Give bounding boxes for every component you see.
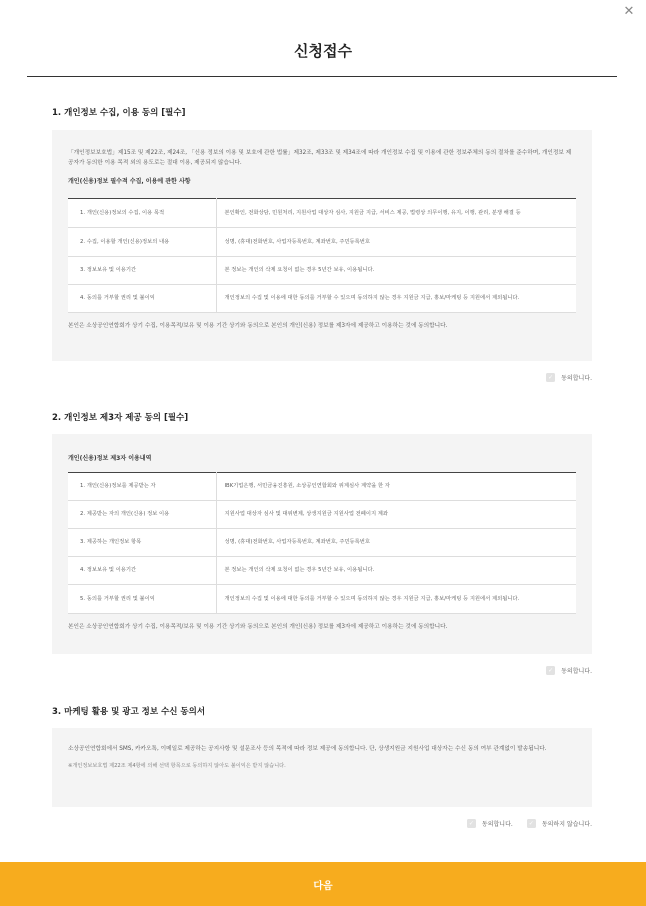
row-value: 성명, (휴대)전화번호, 사업자등록번호, 계좌번호, 주민등록번호 <box>216 228 576 257</box>
section3-title: 3. 마케팅 활용 및 광고 정보 수신 동의서 <box>52 707 206 717</box>
row-key: 1. 개인(신용)정보의 수집, 이용 목적 <box>68 199 216 228</box>
agree-label: 동의합니다. <box>481 821 513 828</box>
row-value: 본 정보는 개인의 삭제 요청이 없는 경우 5년간 보유, 이용됩니다. <box>216 557 576 585</box>
title-divider <box>27 76 617 77</box>
row-value: 본 정보는 개인의 삭제 요청이 없는 경우 5년간 보유, 이용됩니다. <box>216 257 576 285</box>
checkbox-icon: ✓ <box>548 667 554 674</box>
table-row <box>68 199 576 228</box>
row-value: 개인정보의 수집 및 이용에 대한 동의를 거부할 수 있으며 동의하지 않는 경우 지원금 지급, 홍보/마케팅 등 지원에서 제외됩니다. <box>216 285 576 313</box>
table-row <box>68 529 576 557</box>
row-key: 3. 제공하는 개인정보 항목 <box>68 529 216 557</box>
agree-label: 동의합니다. <box>561 375 592 382</box>
row-key: 2. 제공받는 자의 개인(신용) 정보 이용 <box>68 501 216 529</box>
section1-subheading: 개인(신용)정보 필수적 수집, 이용에 관한 사항 <box>68 178 191 185</box>
section3-agree-checkbox[interactable] <box>467 819 513 828</box>
row-value: 개인정보의 수집 및 이용에 대한 동의를 거부할 수 있으며 동의하지 않는 경우 지원금 지급, 홍보/마케팅 등 지원에서 제외됩니다. <box>216 585 576 614</box>
section1-table <box>68 198 576 313</box>
section2-agree-row <box>546 666 592 675</box>
table-row <box>68 228 576 257</box>
disagree-label: 동의하지 않습니다. <box>541 821 592 828</box>
section3-body: 소상공인연합회에서 SMS, 카카오톡, 이메일로 제공하는 공지사항 및 설문조사 등의 목적에 따라 정보 제공에 동의합니다. 단, 상생지원금 지원사업 대상자는 수신 동의 여부 관계없이 발송됩니다. <box>68 746 547 752</box>
section1-footer: 본인은 소상공인연합회가 상기 수집, 이용목적/보유 및 이용 기간 상기와 동의으로 본인의 개인(신용) 정보를 제3자에 제공하고 이용하는 것에 동의합니다. <box>68 323 448 329</box>
table-row <box>68 285 576 313</box>
section1-panel <box>52 130 592 361</box>
section2-footer: 본인은 소상공인연합회가 상기 수집, 이용목적/보유 및 이용 기간 상기와 동의으로 본인의 개인(신용) 정보를 제3자에 제공하고 이용하는 것에 동의합니다. <box>68 624 448 630</box>
section1-title: 1. 개인정보 수집, 이용 동의 [필수] <box>52 108 186 118</box>
close-icon[interactable]: ✕ <box>623 4 635 19</box>
checkbox-icon: ✓ <box>528 820 534 827</box>
table-row <box>68 473 576 501</box>
section3-agree-row <box>467 819 592 828</box>
section1-agree-checkbox[interactable] <box>546 373 592 382</box>
agree-label: 동의합니다. <box>561 668 592 675</box>
checkbox-icon: ✓ <box>468 820 474 827</box>
section3-note: ※개인정보보호법 제22조 제4항에 의해 선택 항목으로 동의하지 않아도 불이익은 받지 않습니다. <box>68 763 286 769</box>
row-key: 1. 개인(신용)정보를 제공받는 자 <box>68 473 216 501</box>
section2-subheading: 개인(신용)정보 제3자 이용내역 <box>68 455 152 462</box>
next-button[interactable]: 다음 <box>0 862 646 906</box>
table-row <box>68 257 576 285</box>
checkbox-icon: ✓ <box>548 374 554 381</box>
section2-agree-checkbox[interactable] <box>546 666 592 675</box>
section1-intro: 「개인정보보호법」제15조 및 제22조, 제24조, 「신용 정보의 이용 및 보호에 관한 법률」제32조, 제33조 및 제34조에 따라 개인정보 수집 및 이용에 관한 정보주체의 동의 절차를 준수하며, 개인정보 제공자가 동의한 이용 목적 외의 용도로는 절대 이용, 제공되지 않습니다. <box>68 150 572 166</box>
section3-panel <box>52 728 592 807</box>
section2-title: 2. 개인정보 제3자 제공 동의 [필수] <box>52 413 189 423</box>
table-row <box>68 557 576 585</box>
row-key: 5. 동의를 거부할 권리 및 불이익 <box>68 585 216 614</box>
row-value: 성명, (휴대)전화번호, 사업자등록번호, 계좌번호, 주민등록번호 <box>216 529 576 557</box>
section2-table <box>68 472 576 614</box>
row-key: 4. 정보보유 및 이용기간 <box>68 557 216 585</box>
section2-panel <box>52 434 592 654</box>
row-key: 4. 동의를 거부할 권리 및 불이익 <box>68 285 216 313</box>
row-value: 지원사업 대상자 심사 및 대위변제, 상생지원금 지원사업 전폐이지 계좌 <box>216 501 576 529</box>
table-row <box>68 585 576 614</box>
section3-disagree-checkbox[interactable] <box>527 819 592 828</box>
row-key: 2. 수집, 이용할 개인(신용)정보의 내용 <box>68 228 216 257</box>
table-row <box>68 501 576 529</box>
row-key: 3. 정보보유 및 이용기간 <box>68 257 216 285</box>
section1-agree-row <box>546 373 592 382</box>
row-value: IBK기업은행, 서민금융진흥원, 소상공인연합회와 위계심사 계약을 한 자 <box>216 473 576 501</box>
modal-title: 신청접수 <box>294 42 352 60</box>
row-value: 본인확인, 전화상담, 민원처리, 지원사업 대상자 심사, 지원금 지급, 서비스 제공, 법령상 의무이행, 유지, 이행, 관리, 분쟁 해결 등 <box>216 199 576 228</box>
